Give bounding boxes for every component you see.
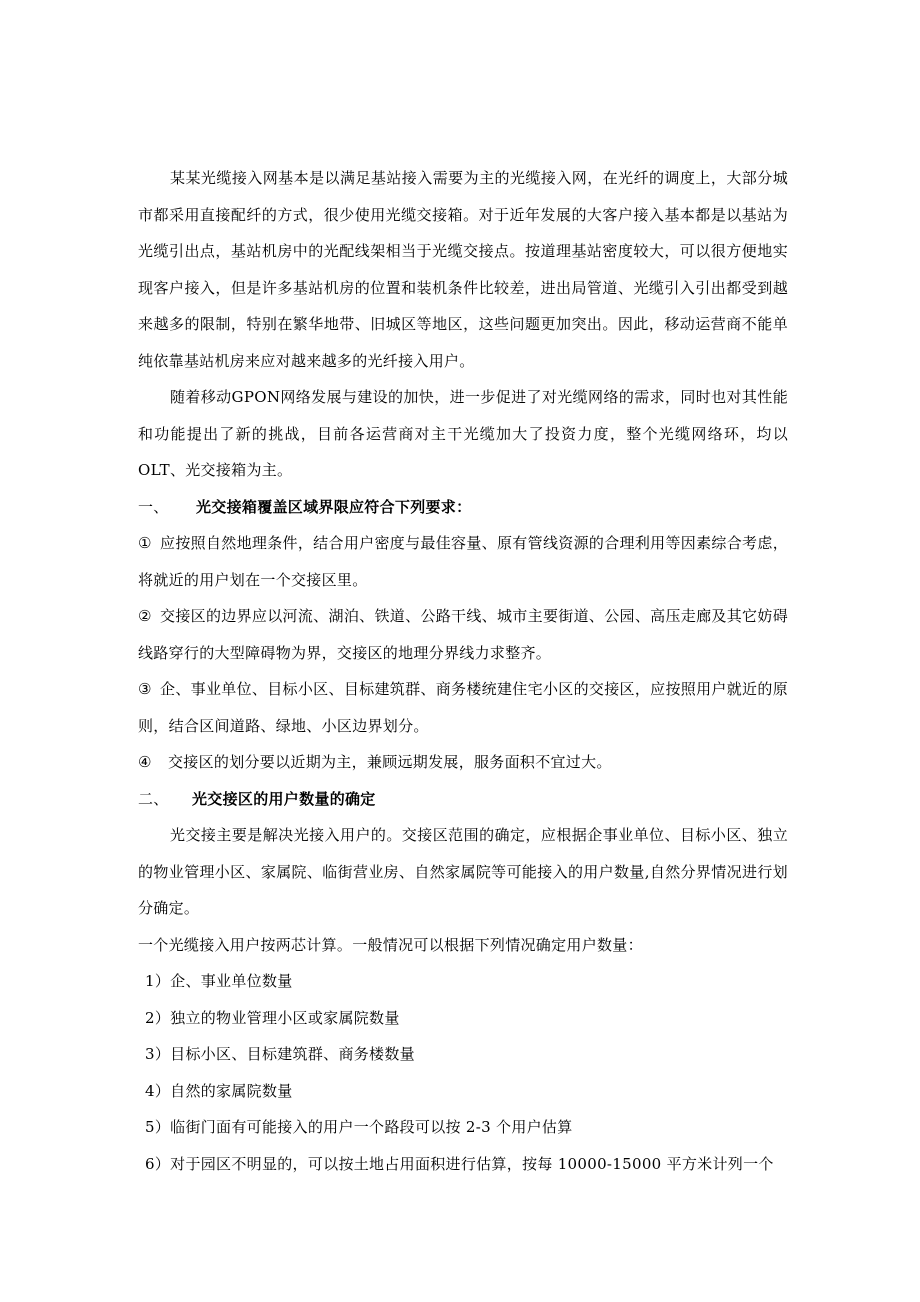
item-text: 交接区的划分要以近期为主，兼顾远期发展，服务面积不宜过大。 (168, 753, 612, 771)
section-2-item-5: 5）临街门面有可能接入的用户一个路段可以按 2-3 个用户估算 (145, 1118, 573, 1136)
section-1-title: 光交接箱覆盖区域界限应符合下列要求： (196, 497, 472, 516)
intro-paragraph-1: 某某光缆接入网基本是以满足基站接入需要为主的光缆接入网，在光纤的调度上，大部分城市都采用直接配纤的方式，很少使用光缆交接箱。对于近年发展的大客户接入基本都是以基站为光缆引出点，基站机房中的光配线架相当于光缆交接点。按道理基站密度较大，可以很方便地实现客户接入，但是许多基站机房的位置和装机条件比较差，进出局管道、光缆引入引出都受到越来越多的限制，特别在繁华地带、旧城区等地区，这些问题更加突出。因此，移动运营商不能单纯依靠基站机房来应对越来越多的光纤接入用户。 (138, 169, 788, 370)
item-marker: ① (138, 534, 152, 552)
section-1-item-3 (138, 671, 788, 744)
section-1-item-2 (138, 598, 788, 671)
section-2-heading (138, 781, 788, 818)
section-2-item-1: 1）企、事业单位数量 (145, 972, 293, 990)
item-marker: ③ (138, 680, 152, 698)
section-2-item-3: 3）目标小区、目标建筑群、商务楼数量 (145, 1045, 415, 1063)
section-1-heading (138, 489, 788, 526)
item-marker: ④ (138, 753, 152, 771)
item-text: 企、事业单位、目标小区、目标建筑群、商务楼统建住宅小区的交接区，应按照用户就近的原则，结合区间道路、绿地、小区边界划分。 (138, 680, 788, 735)
section-2-title: 光交接区的用户数量的确定 (192, 789, 376, 808)
item-marker: ② (138, 607, 152, 625)
section-2-lead: 一个光缆接入用户按两芯计算。一般情况可以根据下列情况确定用户数量： (138, 935, 643, 954)
item-text: 应按照自然地理条件，结合用户密度与最佳容量、原有管线资源的合理利用等因素综合考虑，将就近的用户划在一个交接区里。 (138, 534, 788, 589)
section-1-number: 一、 (138, 497, 169, 516)
section-2-number: 二、 (138, 789, 169, 808)
section-1-item-1 (138, 525, 788, 598)
section-2-item-2: 2）独立的物业管理小区或家属院数量 (145, 1008, 400, 1027)
section-2-item-6: 6）对于园区不明显的，可以按土地占用面积进行估算，按每 10000-15000 平方米计列一个 (145, 1154, 774, 1173)
intro-paragraph-2: 随着移动GPON网络发展与建设的加快，进一步促进了对光缆网络的需求，同时也对其性能和功能提出了新的挑战，目前各运营商对主干光缆加大了投资力度，整个光缆网络环，均以OLT、光交接箱为主。 (138, 388, 788, 479)
section-2-paragraph: 光交接主要是解决光接入用户的。交接区范围的确定，应根据企事业单位、目标小区、独立的物业管理小区、家属院、临街营业房、自然家属院等可能接入的用户数量,自然分界情况进行划分确定。 (138, 826, 788, 917)
item-text: 交接区的边界应以河流、湖泊、铁道、公路干线、城市主要街道、公园、高压走廊及其它妨碍线路穿行的大型障碍物为界，交接区的地理分界线力求整齐。 (138, 607, 788, 662)
section-2-item-4: 4）自然的家属院数量 (145, 1081, 293, 1100)
section-1-item-4 (138, 744, 788, 781)
document-body (138, 160, 788, 1182)
